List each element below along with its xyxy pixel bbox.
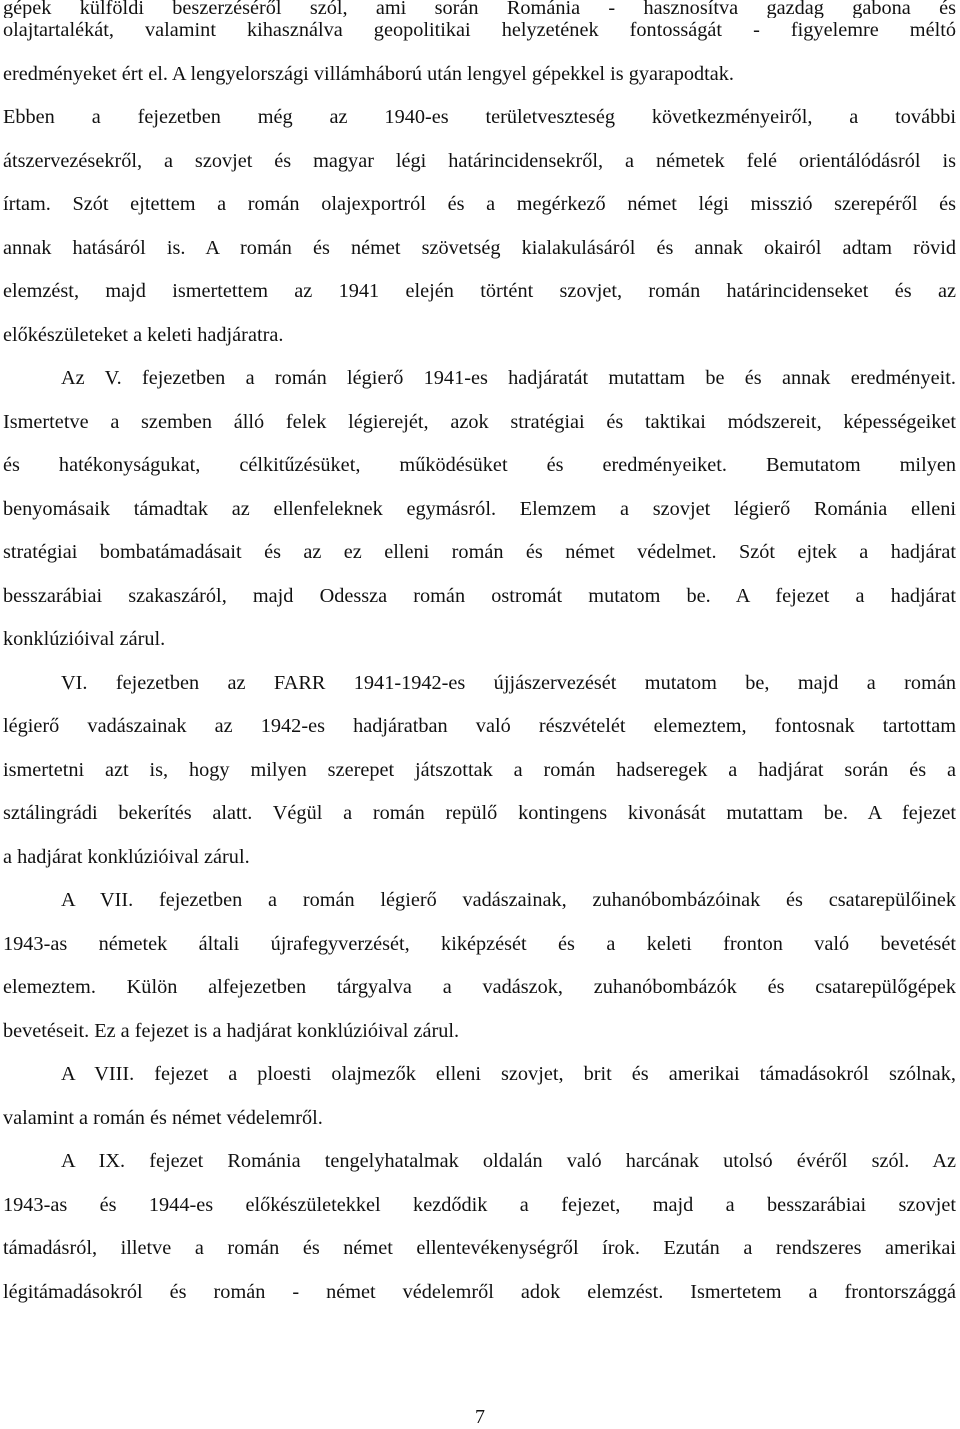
text-line: elemeztem. Külön alfejezetben tárgyalva a vadászok, zuhanóbombázók és csatarepülőgépek <box>3 976 956 998</box>
text-line: elemzést, majd ismertettem az 1941 elején történt szovjet, román határincidenseket és az <box>3 280 956 302</box>
text-line: támadásról, illetve a román és német ellentevékenységről írok. Ezután a rendszeres amerikai <box>3 1237 956 1259</box>
page-number: 7 <box>475 1406 485 1428</box>
text-line: A VIII. fejezet a ploesti olajmezők elleni szovjet, brit és amerikai támadásokról szólnak, <box>61 1063 956 1085</box>
text-line: előkészületeket a keleti hadjáratra. <box>3 323 284 346</box>
text-line: és hatékonyságukat, célkitűzésüket, működésüket és eredményeiket. Bemutatom milyen <box>3 454 956 476</box>
text-line: eredményeket ért el. A lengyelországi villámháború után lengyel gépekkel is gyarapodtak. <box>3 62 734 85</box>
text-line: légitámadásokról és román - német védelemről adok elemzést. Ismertetem a frontországgá <box>3 1280 956 1303</box>
text-line: stratégiai bombatámadásait és az ez elleni román és német védelmet. Szót ejtek a hadjárat <box>3 541 956 563</box>
text-line: Az V. fejezetben a román légierő 1941-es hadjáratát mutattam be és annak eredményeit. <box>61 367 956 389</box>
text-line: a hadjárat konklúzióival zárul. <box>3 845 250 868</box>
text-line: benyomásaik támadtak az ellenfeleknek egymásról. Elemzem a szovjet légierő Románia elleni <box>3 497 956 520</box>
text-line: olajtartalékát, valamint kihasználva geopolitikai helyzetének fontosságát - figyelemre méltó <box>3 19 956 41</box>
text-line: 1943-as németek általi újrafegyverzését, kiképzését és a keleti fronton való bevetését <box>3 932 956 955</box>
text-line: sztálingrádi bekerítés alatt. Végül a román repülő kontingens kivonását mutattam be. A fejezet <box>3 802 956 824</box>
text-line: bevetéseit. Ez a fejezet is a hadjárat konklúzióival zárul. <box>3 1019 460 1042</box>
text-line: annak hatásáról is. A román és német szövetség kialakulásáról és annak okairól adtam rövid <box>3 236 956 259</box>
text-line: A IX. fejezet Románia tengelyhatalmak oldalán való harcának utolsó évéről szól. Az <box>61 1150 956 1172</box>
text-line: VI. fejezetben az FARR 1941-1942-es újjászervezését mutatom be, majd a román <box>61 671 956 694</box>
text-line: gépek külföldi beszerzéséről szól, ami során Románia - hasznosítva gazdag gabona és <box>3 0 956 18</box>
text-line: valamint a román és német védelemről. <box>3 1106 323 1129</box>
text-line: Ebben a fejezetben még az 1940-es területveszteség következményeiről, a további <box>3 106 956 128</box>
text-line: légierő vadászainak az 1942-es hadjáratban való részvételét elemeztem, fontosnak tartottam <box>3 715 956 737</box>
text-line: ismertetni azt is, hogy milyen szerepet játszottak a román hadseregek a hadjárat során és a <box>3 758 956 781</box>
text-line: átszervezésekről, a szovjet és magyar légi határincidensekről, a németek felé orientálódásról is <box>3 149 956 172</box>
document-body <box>3 0 956 1323</box>
text-line: besszarábiai szakaszáról, majd Odessza román ostromát mutatom be. A fejezet a hadjárat <box>3 584 956 607</box>
text-line: 1943-as és 1944-es előkészületekkel kezdődik a fejezet, majd a besszarábiai szovjet <box>3 1193 956 1216</box>
text-line: írtam. Szót ejtettem a román olajexportról és a megérkező német légi misszió szerepéről és <box>3 193 956 215</box>
text-line: konklúzióival zárul. <box>3 628 166 650</box>
text-line: Ismertetve a szemben álló felek légierejét, azok stratégiai és taktikai módszereit, képességeiket <box>3 410 956 433</box>
text-line: A VII. fejezetben a román légierő vadászainak, zuhanóbombázóinak és csatarepülőinek <box>61 889 956 911</box>
